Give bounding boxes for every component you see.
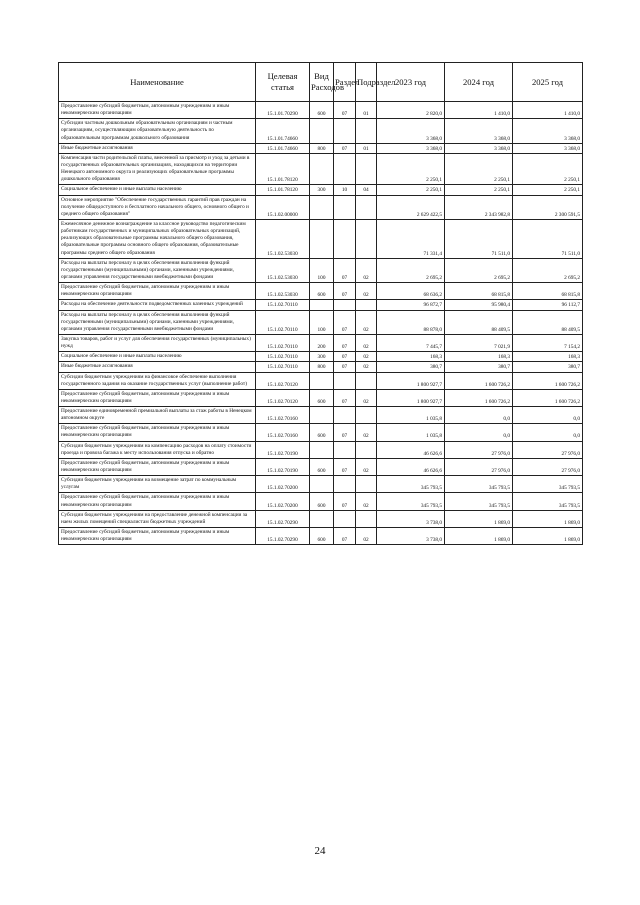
cell-section: 07 (334, 458, 356, 475)
cell-kind (310, 300, 334, 310)
cell-section (334, 300, 356, 310)
table-row (59, 300, 583, 310)
cell-section: 07 (334, 334, 356, 351)
cell-subsection: 02 (356, 334, 377, 351)
cell-2023: 46 626,6 (377, 441, 445, 458)
cell-2023: 2 629 422,5 (377, 195, 445, 219)
cell-2025: 1 600 726,2 (513, 372, 583, 389)
cell-2024: 345 793,5 (445, 493, 513, 510)
cell-2025: 2 250,1 (513, 153, 583, 185)
header-code: Целевая статья (256, 63, 310, 102)
cell-2023: 345 793,5 (377, 476, 445, 493)
cell-subsection (356, 372, 377, 389)
cell-2024: 2 250,1 (445, 153, 513, 185)
cell-code: 15.1.02.70160 (256, 407, 310, 424)
cell-2023: 88 878,0 (377, 310, 445, 334)
cell-code: 15.1.02.70190 (256, 458, 310, 475)
cell-subsection: 01 (356, 143, 377, 153)
cell-2024: 380,7 (445, 362, 513, 372)
cell-2024: 7 021,9 (445, 334, 513, 351)
cell-subsection (356, 300, 377, 310)
cell-2025: 168,3 (513, 352, 583, 362)
table-row (59, 389, 583, 406)
cell-name: Предоставление субсидий бюджетным, автономным учреждениям и иным некоммерческим организациям (59, 424, 256, 441)
cell-name: Предоставление единовременной премиальной выплаты за стаж работы в Ненецком автономном округе (59, 407, 256, 424)
table-row (59, 493, 583, 510)
table-row (59, 258, 583, 282)
cell-2023: 1 800 927,7 (377, 372, 445, 389)
cell-subsection (356, 476, 377, 493)
cell-name: Предоставление субсидий бюджетным, автономным учреждениям и иным некоммерческим организациям (59, 493, 256, 510)
cell-2025: 1 869,0 (513, 528, 583, 545)
cell-2024: 1 600 726,2 (445, 389, 513, 406)
cell-code: 15.1.02.70110 (256, 352, 310, 362)
cell-kind: 200 (310, 334, 334, 351)
cell-2025: 2 250,1 (513, 185, 583, 195)
cell-kind: 600 (310, 424, 334, 441)
table-row (59, 458, 583, 475)
table-row (59, 476, 583, 493)
cell-subsection: 04 (356, 185, 377, 195)
cell-name: Субсидии бюджетным учреждениям на финансовое обеспечение выполнения государственного задания на оказание государственных услуг (выполнение работ) (59, 372, 256, 389)
cell-subsection: 02 (356, 352, 377, 362)
table-row (59, 195, 583, 219)
cell-2024: 68 815,8 (445, 283, 513, 300)
cell-code: 15.1.01.74660 (256, 119, 310, 143)
cell-2024: 1 869,0 (445, 528, 513, 545)
cell-2023: 71 331,4 (377, 219, 445, 258)
cell-name: Основное мероприятие "Обеспечение государственных гарантий прав граждан на получение общедоступного и бесплатного начального общего, основного общего и среднего общего образования" (59, 195, 256, 219)
cell-name: Предоставление субсидий бюджетным, автономным учреждениям и иным некоммерческим организациям (59, 458, 256, 475)
cell-2023: 380,7 (377, 362, 445, 372)
cell-2025: 1 410,0 (513, 102, 583, 119)
table-header (59, 63, 583, 102)
cell-subsection: 02 (356, 310, 377, 334)
cell-2025: 3 368,0 (513, 143, 583, 153)
cell-2024: 88 409,5 (445, 310, 513, 334)
cell-2025: 3 368,0 (513, 119, 583, 143)
cell-2023: 7 445,7 (377, 334, 445, 351)
cell-kind (310, 372, 334, 389)
header-kind: Вид Расходов (310, 63, 334, 102)
cell-subsection (356, 510, 377, 527)
cell-name: Субсидии частным дошкольным образовательным организациям и частным организациям, осуществляющим образовательную деятельность по образовательным программам дошкольного образования (59, 119, 256, 143)
table-row (59, 407, 583, 424)
cell-2023: 3 738,0 (377, 528, 445, 545)
table-row (59, 143, 583, 153)
cell-2024: 3 368,0 (445, 143, 513, 153)
cell-2025: 2 300 591,5 (513, 195, 583, 219)
cell-2025: 1 869,0 (513, 510, 583, 527)
cell-code: 15.1.02.70190 (256, 441, 310, 458)
cell-2025: 345 793,5 (513, 493, 583, 510)
table-row (59, 362, 583, 372)
cell-section (334, 195, 356, 219)
cell-kind (310, 510, 334, 527)
cell-2023: 2 250,1 (377, 185, 445, 195)
cell-2024: 0,0 (445, 407, 513, 424)
cell-2025: 345 793,5 (513, 476, 583, 493)
cell-2024: 1 600 726,2 (445, 372, 513, 389)
cell-2023: 2 820,0 (377, 102, 445, 119)
cell-2025: 71 511,0 (513, 219, 583, 258)
cell-2023: 1 800 927,7 (377, 389, 445, 406)
cell-2024: 2 695,2 (445, 258, 513, 282)
cell-subsection (356, 219, 377, 258)
cell-2024: 27 976,0 (445, 458, 513, 475)
cell-2025: 27 976,0 (513, 441, 583, 458)
cell-kind: 800 (310, 143, 334, 153)
cell-subsection: 02 (356, 528, 377, 545)
cell-code: 15.1.02.70200 (256, 493, 310, 510)
header-2023: 2023 год (377, 63, 445, 102)
cell-subsection (356, 407, 377, 424)
cell-section: 07 (334, 389, 356, 406)
cell-kind (310, 219, 334, 258)
cell-2023: 68 636,2 (377, 283, 445, 300)
cell-2024: 168,3 (445, 352, 513, 362)
cell-kind (310, 476, 334, 493)
cell-code: 15.1.02.70200 (256, 476, 310, 493)
cell-2023: 168,3 (377, 352, 445, 362)
cell-subsection (356, 119, 377, 143)
cell-code: 15.1.02.70110 (256, 362, 310, 372)
table-row (59, 424, 583, 441)
cell-section (334, 510, 356, 527)
cell-2023: 46 626,6 (377, 458, 445, 475)
cell-2024: 2 250,1 (445, 185, 513, 195)
header-2024: 2024 год (445, 63, 513, 102)
cell-section (334, 219, 356, 258)
cell-subsection: 02 (356, 362, 377, 372)
table-row (59, 185, 583, 195)
cell-kind: 600 (310, 493, 334, 510)
cell-2023: 1 035,8 (377, 424, 445, 441)
cell-2023: 2 250,1 (377, 153, 445, 185)
page-number: 24 (314, 845, 326, 857)
cell-2025: 2 695,2 (513, 258, 583, 282)
cell-subsection: 02 (356, 258, 377, 282)
cell-code: 15.1.02.70290 (256, 528, 310, 545)
cell-section: 07 (334, 493, 356, 510)
header-section: Раздел (334, 63, 356, 102)
cell-2024: 0,0 (445, 424, 513, 441)
cell-section: 07 (334, 352, 356, 362)
cell-section: 07 (334, 283, 356, 300)
cell-2023: 2 695,2 (377, 258, 445, 282)
cell-2024: 1 410,0 (445, 102, 513, 119)
cell-2025: 27 976,0 (513, 458, 583, 475)
cell-code: 15.1.02.70110 (256, 300, 310, 310)
cell-2024: 71 511,0 (445, 219, 513, 258)
budget-table-sheet (58, 62, 582, 545)
cell-2025: 1 600 726,2 (513, 389, 583, 406)
cell-subsection: 01 (356, 102, 377, 119)
cell-name: Компенсация части родительской платы, внесенной за присмотр и уход за детьми в государственных образовательных организациях, находящихся на территории Ненецкого автономного округа и реализующих образовательные программы дошкольного образования (59, 153, 256, 185)
budget-table (58, 62, 583, 545)
cell-section: 07 (334, 258, 356, 282)
header-subsection: Подраздел (356, 63, 377, 102)
cell-section: 07 (334, 102, 356, 119)
cell-2023: 1 035,8 (377, 407, 445, 424)
cell-name: Предоставление субсидий бюджетным, автономным учреждениям и иным некоммерческим организациям (59, 283, 256, 300)
cell-name: Закупка товаров, работ и услуг для обеспечения государственных (муниципальных) нужд (59, 334, 256, 351)
cell-section (334, 372, 356, 389)
cell-name: Расходы на обеспечение деятельности подведомственных казенных учреждений (59, 300, 256, 310)
cell-subsection: 02 (356, 389, 377, 406)
cell-2025: 0,0 (513, 407, 583, 424)
table-row (59, 441, 583, 458)
cell-kind: 600 (310, 458, 334, 475)
cell-code: 15.1.02.53030 (256, 258, 310, 282)
cell-subsection: 02 (356, 458, 377, 475)
cell-2023: 3 738,0 (377, 510, 445, 527)
table-row (59, 334, 583, 351)
header-name: Наименование (59, 63, 256, 102)
cell-kind (310, 441, 334, 458)
cell-section (334, 119, 356, 143)
cell-name: Субсидии бюджетным учреждениям на возмещение затрат по коммунальным услугам (59, 476, 256, 493)
table-body (59, 102, 583, 545)
cell-subsection (356, 195, 377, 219)
cell-code: 15.1.02.70110 (256, 334, 310, 351)
cell-2023: 96 872,7 (377, 300, 445, 310)
cell-code: 15.1.02.70290 (256, 510, 310, 527)
cell-2023: 345 793,5 (377, 493, 445, 510)
cell-name: Предоставление субсидий бюджетным, автономным учреждениям и иным некоммерческим организациям (59, 389, 256, 406)
cell-2024: 2 343 982,8 (445, 195, 513, 219)
cell-kind: 100 (310, 258, 334, 282)
cell-2024: 3 368,0 (445, 119, 513, 143)
cell-2025: 88 409,5 (513, 310, 583, 334)
cell-kind: 600 (310, 389, 334, 406)
cell-subsection: 02 (356, 493, 377, 510)
cell-code: 15.1.01.74660 (256, 143, 310, 153)
cell-code: 15.1.02.53030 (256, 219, 310, 258)
cell-code: 15.1.01.70290 (256, 102, 310, 119)
cell-kind: 600 (310, 528, 334, 545)
cell-kind (310, 407, 334, 424)
cell-kind: 800 (310, 362, 334, 372)
table-row (59, 352, 583, 362)
cell-name: Предоставление субсидий бюджетным, автономным учреждениям и иным некоммерческим организациям (59, 528, 256, 545)
cell-kind: 300 (310, 352, 334, 362)
cell-code: 15.1.02.70110 (256, 310, 310, 334)
cell-section (334, 153, 356, 185)
cell-subsection (356, 441, 377, 458)
cell-subsection: 02 (356, 424, 377, 441)
cell-name: Расходы на выплаты персоналу в целях обеспечения выполнения функций государственными (муниципальными) органами, казенными учреждениями, органами управления государственными внебюджетными фондами (59, 258, 256, 282)
cell-section: 07 (334, 310, 356, 334)
cell-kind: 600 (310, 102, 334, 119)
cell-code: 15.1.02.70160 (256, 424, 310, 441)
cell-section: 07 (334, 528, 356, 545)
table-row (59, 528, 583, 545)
table-row (59, 283, 583, 300)
cell-kind: 300 (310, 185, 334, 195)
cell-kind (310, 153, 334, 185)
cell-code: 15.1.02.00000 (256, 195, 310, 219)
table-row (59, 310, 583, 334)
cell-name: Социальное обеспечение и иные выплаты населению (59, 352, 256, 362)
table-row (59, 102, 583, 119)
cell-code: 15.1.02.70120 (256, 372, 310, 389)
cell-2025: 0,0 (513, 424, 583, 441)
cell-section: 07 (334, 424, 356, 441)
cell-name: Предоставление субсидий бюджетным, автономным учреждениям и иным некоммерческим организациям (59, 102, 256, 119)
cell-name: Иные бюджетные ассигнования (59, 362, 256, 372)
cell-section: 07 (334, 362, 356, 372)
cell-2023: 3 368,0 (377, 119, 445, 143)
cell-name: Иные бюджетные ассигнования (59, 143, 256, 153)
table-row (59, 219, 583, 258)
cell-2024: 1 869,0 (445, 510, 513, 527)
cell-2024: 27 976,0 (445, 441, 513, 458)
cell-subsection (356, 153, 377, 185)
cell-kind (310, 119, 334, 143)
cell-name: Субсидии бюджетным учреждениям на компенсацию расходов на оплату стоимости проезда и провоза багажа к месту использования отпуска и обратно (59, 441, 256, 458)
cell-2025: 380,7 (513, 362, 583, 372)
cell-code: 15.1.02.70120 (256, 389, 310, 406)
cell-section: 07 (334, 143, 356, 153)
header-2025: 2025 год (513, 63, 583, 102)
cell-2023: 3 368,0 (377, 143, 445, 153)
cell-2024: 95 980,4 (445, 300, 513, 310)
cell-kind: 100 (310, 310, 334, 334)
cell-2025: 96 112,7 (513, 300, 583, 310)
cell-2025: 68 815,8 (513, 283, 583, 300)
cell-name: Ежемесячное денежное вознаграждение за классное руководство педагогическим работникам государственных и муниципальных образовательных организаций, реализующих образовательные программы начального общего образования, образовательные программы основного общего образования, образовательные программы среднего общего образования (59, 219, 256, 258)
cell-kind (310, 195, 334, 219)
cell-section (334, 407, 356, 424)
table-row (59, 510, 583, 527)
cell-section: 10 (334, 185, 356, 195)
table-row (59, 372, 583, 389)
cell-name: Субсидии бюджетным учреждениям на предоставление денежной компенсации за наем жилых помещений специалистам бюджетных учреждений (59, 510, 256, 527)
table-row (59, 153, 583, 185)
table-row (59, 119, 583, 143)
cell-name: Социальное обеспечение и иные выплаты населению (59, 185, 256, 195)
cell-2024: 345 793,5 (445, 476, 513, 493)
cell-code: 15.1.02.53030 (256, 283, 310, 300)
cell-kind: 600 (310, 283, 334, 300)
cell-subsection: 02 (356, 283, 377, 300)
cell-2025: 7 154,2 (513, 334, 583, 351)
cell-code: 15.1.01.78120 (256, 153, 310, 185)
cell-section (334, 476, 356, 493)
cell-name: Расходы на выплаты персоналу в целях обеспечения выполнения функций государственными (муниципальными) органами, казенными учреждениями, органами управления государственными внебюджетными фондами (59, 310, 256, 334)
cell-section (334, 441, 356, 458)
cell-code: 15.1.01.78120 (256, 185, 310, 195)
